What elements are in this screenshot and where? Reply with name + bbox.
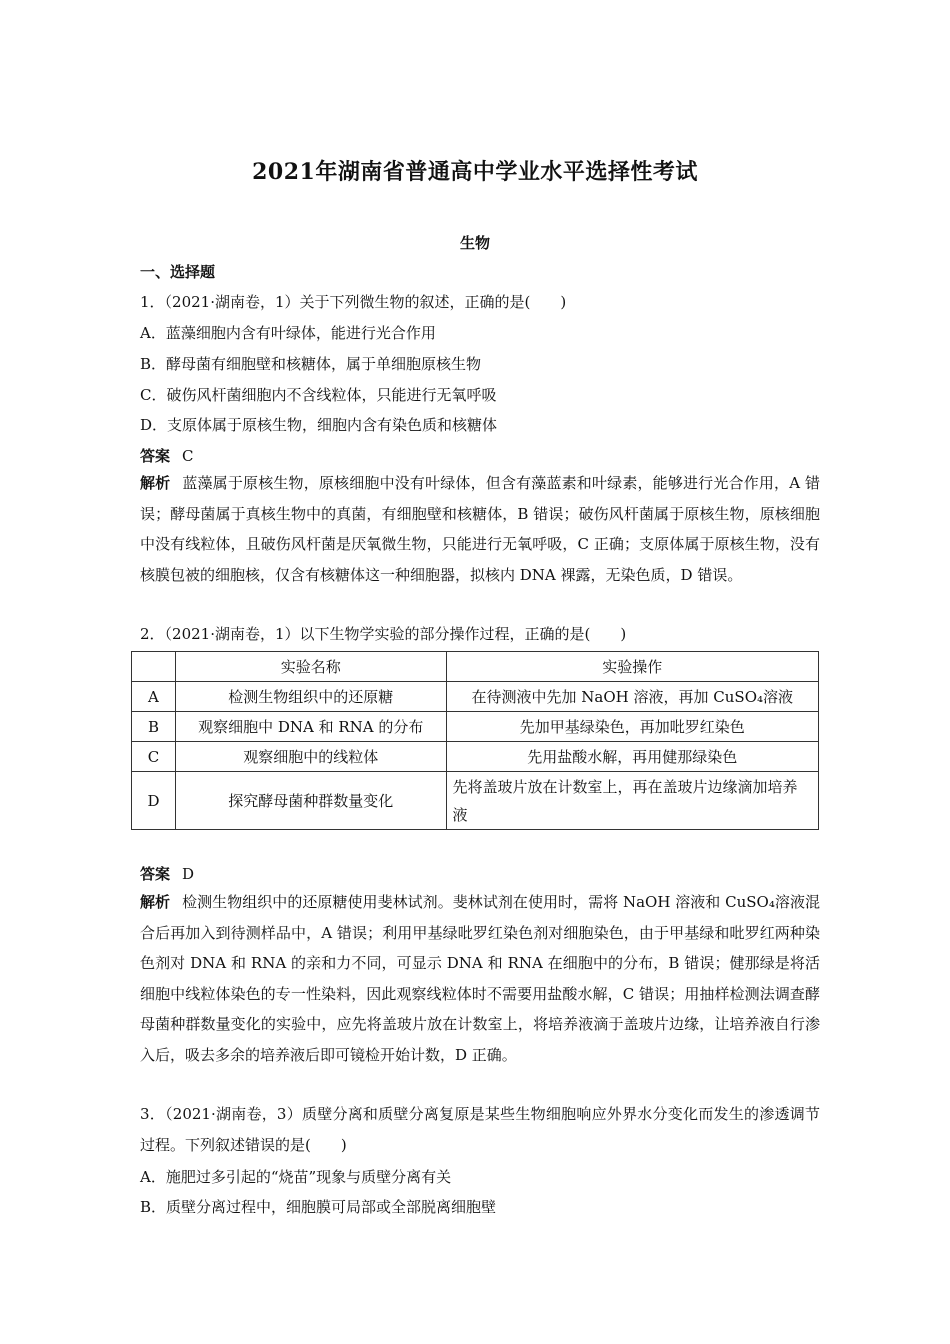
table-row [132,682,819,712]
table-cell-name: 观察细胞中 DNA 和 RNA 的分布 [175,712,446,742]
analysis-label: 解析 [140,893,171,911]
subject-heading: 生物 [459,234,490,252]
table-cell-operation: 先将盖玻片放在计数室上，再在盖玻片边缘滴加培养液 [446,772,818,830]
q1-option-a: A．蓝藻细胞内含有叶绿体，能进行光合作用 [140,324,436,342]
q2-answer [140,864,820,884]
analysis-label: 解析 [140,474,171,492]
table-cell-operation: 在待测液中先加 NaOH 溶液，再加 CuSO₄溶液 [446,682,818,712]
table-row [132,742,819,772]
table-cell-operation: 先用盐酸水解，再用健那绿染色 [446,742,818,772]
q2-analysis-text: 检测生物组织中的还原糖使用斐林试剂。斐林试剂在使用时，需将 NaOH 溶液和 CuSO₄溶液混合后再加入到待测样品中，A 错误；利用甲基绿吡罗红染色剂对细胞染色，由于甲基绿和吡罗红两种染色剂对 DNA 和 RNA 的亲和力不同，可显示 DNA 和 RNA 在细胞中的分布，B 错误；健那绿是将活细胞中线粒体染色的专一性染料，因此观察线粒体时不需要用盐酸水解，C 错误；用抽样检测法调查酵母菌种群数量变化的实验中，应先将盖玻片放在计数室上，将培养液滴于盖玻片边缘，让培养液自行渗入后，吸去多余的培养液后即可镜检开始计数，D 正确。 [140,893,820,1064]
table-cell-name: 观察细胞中的线粒体 [175,742,446,772]
q1-option-b: B．酵母菌有细胞壁和核糖体，属于单细胞原核生物 [140,355,482,373]
q1-analysis-text: 蓝藻属于原核生物，原核细胞中没有叶绿体，但含有藻蓝素和叶绿素，能够进行光合作用，A 错误；酵母菌属于真核生物中的真菌，有细胞壁和核糖体，B 错误；破伤风杆菌属于原核生物，原核细胞中没有线粒体，且破伤风杆菌是厌氧微生物，只能进行无氧呼吸，C 正确；支原体属于原核生物，没有核膜包被的细胞核，仅含有核糖体这一种细胞器，拟核内 DNA 裸露，无染色质，D 错误。 [140,474,820,584]
table-header-cell: 实验名称 [175,652,446,682]
table-cell-operation: 先加甲基绿染色，再加吡罗红染色 [446,712,818,742]
table-cell-option: C [132,742,176,772]
q2-analysis [140,887,820,1071]
table-cell-name: 探究酵母菌种群数量变化 [175,772,446,830]
q1-stem: 1．（2021·湖南卷，1）关于下列微生物的叙述，正确的是( ) [140,293,567,311]
answer-label: 答案 [140,447,171,465]
table-cell-name: 检测生物组织中的还原糖 [175,682,446,712]
q2-stem: 2．（2021·湖南卷，1）以下生物学实验的部分操作过程，正确的是( ) [140,625,627,643]
q3-stem: 3．（2021·湖南卷，3）质壁分离和质壁分离复原是某些生物细胞响应外界水分变化而发生的渗透调节过程。下列叙述错误的是( ) [140,1105,820,1154]
table-cell-option: B [132,712,176,742]
q1-answer [140,446,820,466]
answer-label: 答案 [140,865,171,883]
q1-option-c: C．破伤风杆菌细胞内不含线粒体，只能进行无氧呼吸 [140,386,497,404]
table-row [132,772,819,830]
table-header-cell [132,652,176,682]
q1-analysis [140,468,820,590]
q2-answer-value: D [182,865,195,883]
q1-option-d: D．支原体属于原核生物，细胞内含有染色质和核糖体 [140,416,498,434]
q3-option-b: B．质壁分离过程中，细胞膜可局部或全部脱离细胞壁 [140,1198,497,1216]
table-cell-option: A [132,682,176,712]
page-title: 2021年湖南省普通高中学业水平选择性考试 [252,159,698,185]
experiment-table [131,651,819,830]
section-heading: 一、选择题 [140,263,216,281]
table-header-row [132,652,819,682]
q1-answer-value: C [182,447,194,465]
table-row [132,712,819,742]
table-cell-option: D [132,772,176,830]
q3-option-a: A．施肥过多引起的“烧苗”现象与质壁分离有关 [140,1168,452,1186]
table-header-cell: 实验操作 [446,652,818,682]
